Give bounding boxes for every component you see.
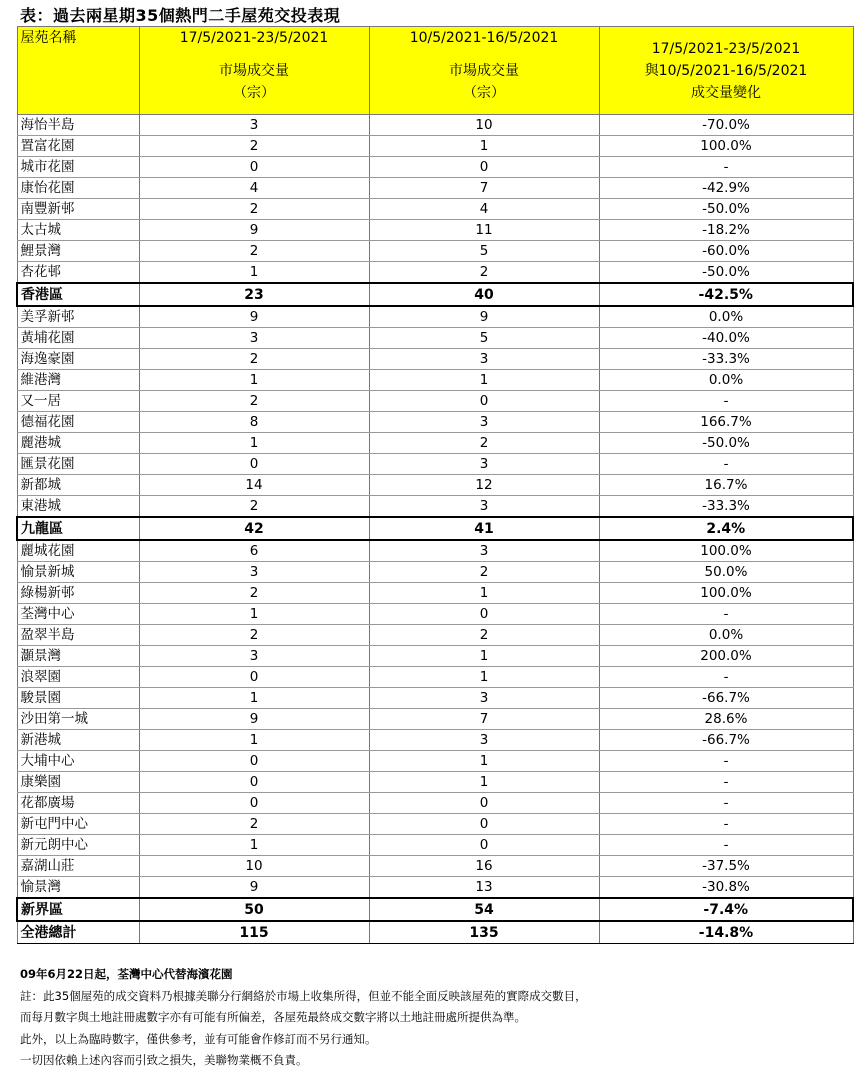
period2-volume-cell: 1 xyxy=(369,583,599,604)
table-row xyxy=(17,625,853,646)
period1-volume-cell: 2 xyxy=(139,625,369,646)
estate-name-cell: 荃灣中心 xyxy=(17,604,139,625)
header-period1-dates: 17/5/2021-23/5/2021 xyxy=(179,30,329,46)
table-row xyxy=(17,835,853,856)
estate-name-cell: 麗港城 xyxy=(17,433,139,454)
estate-name-cell: 新界區 xyxy=(17,898,139,921)
estate-name-cell: 康樂園 xyxy=(17,772,139,793)
estate-name-cell: 九龍區 xyxy=(17,517,139,540)
period1-volume-cell: 2 xyxy=(139,814,369,835)
district-subtotal-row xyxy=(17,517,853,540)
period2-volume-cell: 1 xyxy=(369,370,599,391)
period2-volume-cell: 9 xyxy=(369,306,599,328)
table-row xyxy=(17,540,853,562)
page-title: 表：過去兩星期35個熱門二手屋苑交投表現 xyxy=(20,6,341,25)
period2-volume-cell: 0 xyxy=(369,604,599,625)
estate-name-cell: 綠楊新邨 xyxy=(17,583,139,604)
table-row xyxy=(17,877,853,899)
period2-volume-cell: 1 xyxy=(369,667,599,688)
period1-volume-cell: 1 xyxy=(139,604,369,625)
estate-name-cell: 大埔中心 xyxy=(17,751,139,772)
table-row xyxy=(17,814,853,835)
period2-volume-cell: 2 xyxy=(369,562,599,583)
period1-volume-cell: 3 xyxy=(139,328,369,349)
header-period1-unit: （宗） xyxy=(233,85,275,101)
estate-name-cell: 全港總計 xyxy=(17,921,139,944)
period1-volume-cell: 3 xyxy=(139,562,369,583)
volume-change-cell: 0.0% xyxy=(599,625,853,646)
period2-volume-cell: 10 xyxy=(369,115,599,136)
estate-name-cell: 海怡半島 xyxy=(17,115,139,136)
period2-volume-cell: 3 xyxy=(369,496,599,518)
volume-change-cell: - xyxy=(599,772,853,793)
volume-change-cell: -42.9% xyxy=(599,178,853,199)
estate-name-cell: 新都城 xyxy=(17,475,139,496)
district-subtotal-row xyxy=(17,283,853,306)
volume-change-cell: - xyxy=(599,604,853,625)
period1-volume-cell: 9 xyxy=(139,220,369,241)
period2-volume-cell: 13 xyxy=(369,877,599,899)
grand-total-row xyxy=(17,921,853,944)
table-row xyxy=(17,306,853,328)
period1-volume-cell: 2 xyxy=(139,241,369,262)
period2-volume-cell: 54 xyxy=(369,898,599,921)
period2-volume-cell: 1 xyxy=(369,772,599,793)
period2-volume-cell: 12 xyxy=(369,475,599,496)
estate-name-cell: 麗城花園 xyxy=(17,540,139,562)
period1-volume-cell: 0 xyxy=(139,772,369,793)
volume-change-cell: 166.7% xyxy=(599,412,853,433)
volume-change-cell: 50.0% xyxy=(599,562,853,583)
volume-change-cell: -50.0% xyxy=(599,433,853,454)
period2-volume-cell: 3 xyxy=(369,349,599,370)
period2-volume-cell: 1 xyxy=(369,646,599,667)
period1-volume-cell: 8 xyxy=(139,412,369,433)
period2-volume-cell: 3 xyxy=(369,454,599,475)
estate-name-cell: 康怡花園 xyxy=(17,178,139,199)
estate-name-cell: 灝景灣 xyxy=(17,646,139,667)
table-row xyxy=(17,646,853,667)
header-change xyxy=(599,27,853,115)
table-row xyxy=(17,856,853,877)
period2-volume-cell: 4 xyxy=(369,199,599,220)
header-change-line2: 與10/5/2021-16/5/2021 xyxy=(644,62,808,79)
period1-volume-cell: 0 xyxy=(139,157,369,178)
estate-name-cell: 駿景園 xyxy=(17,688,139,709)
period2-volume-cell: 40 xyxy=(369,283,599,306)
header-estate-name: 屋苑名稱 xyxy=(17,27,139,115)
period2-volume-cell: 0 xyxy=(369,391,599,412)
table-row xyxy=(17,772,853,793)
volume-change-cell: -66.7% xyxy=(599,730,853,751)
period2-volume-cell: 5 xyxy=(369,328,599,349)
table-row xyxy=(17,136,853,157)
period2-volume-cell: 2 xyxy=(369,433,599,454)
estate-name-cell: 新港城 xyxy=(17,730,139,751)
estate-name-cell: 愉景新城 xyxy=(17,562,139,583)
period2-volume-cell: 41 xyxy=(369,517,599,540)
period1-volume-cell: 0 xyxy=(139,667,369,688)
estate-name-cell: 匯景花園 xyxy=(17,454,139,475)
volume-change-cell: - xyxy=(599,391,853,412)
period2-volume-cell: 7 xyxy=(369,178,599,199)
table-row xyxy=(17,751,853,772)
footnote-disclaimer-3: 此外，以上為臨時數字，僅供參考，並有可能會作修訂而不另行通知。 xyxy=(20,1031,377,1046)
volume-change-cell: - xyxy=(599,454,853,475)
volume-change-cell: -33.3% xyxy=(599,349,853,370)
estate-name-cell: 香港區 xyxy=(17,283,139,306)
period1-volume-cell: 9 xyxy=(139,306,369,328)
period2-volume-cell: 2 xyxy=(369,625,599,646)
volume-change-cell: 100.0% xyxy=(599,136,853,157)
period2-volume-cell: 16 xyxy=(369,856,599,877)
table-row xyxy=(17,391,853,412)
footnote-replacement: 09年6月22日起，荃灣中心代替海濱花園 xyxy=(20,967,233,981)
volume-change-cell: -30.8% xyxy=(599,877,853,899)
estate-name-cell: 黃埔花園 xyxy=(17,328,139,349)
volume-change-cell: -42.5% xyxy=(599,283,853,306)
period1-volume-cell: 3 xyxy=(139,646,369,667)
table-row xyxy=(17,262,853,284)
estate-name-cell: 德福花園 xyxy=(17,412,139,433)
period2-volume-cell: 3 xyxy=(369,688,599,709)
period1-volume-cell: 1 xyxy=(139,370,369,391)
estate-name-cell: 新元朗中心 xyxy=(17,835,139,856)
estate-name-cell: 置富花園 xyxy=(17,136,139,157)
period1-volume-cell: 23 xyxy=(139,283,369,306)
estate-name-cell: 鯉景灣 xyxy=(17,241,139,262)
header-period2-volume: 市場成交量 xyxy=(449,63,519,79)
table-row xyxy=(17,433,853,454)
period1-volume-cell: 1 xyxy=(139,262,369,284)
period1-volume-cell: 2 xyxy=(139,496,369,518)
volume-change-cell: -40.0% xyxy=(599,328,853,349)
footnote-disclaimer-4: 一切因依賴上述內容而引致之損失，美聯物業概不負責。 xyxy=(20,1053,308,1067)
header-period2-dates: 10/5/2021-16/5/2021 xyxy=(409,30,559,46)
table-row xyxy=(17,496,853,518)
period2-volume-cell: 1 xyxy=(369,751,599,772)
estate-name-cell: 杏花邨 xyxy=(17,262,139,284)
volume-change-cell: - xyxy=(599,157,853,178)
period1-volume-cell: 1 xyxy=(139,688,369,709)
period1-volume-cell: 1 xyxy=(139,835,369,856)
estate-name-cell: 盈翠半島 xyxy=(17,625,139,646)
volume-change-cell: - xyxy=(599,667,853,688)
period1-volume-cell: 9 xyxy=(139,709,369,730)
period1-volume-cell: 2 xyxy=(139,391,369,412)
table-row xyxy=(17,349,853,370)
volume-change-cell: - xyxy=(599,793,853,814)
period1-volume-cell: 42 xyxy=(139,517,369,540)
period1-volume-cell: 2 xyxy=(139,199,369,220)
table-row xyxy=(17,454,853,475)
period1-volume-cell: 1 xyxy=(139,730,369,751)
estate-name-cell: 維港灣 xyxy=(17,370,139,391)
footnote-disclaimer-2: 而每月數字與土地註冊處數字亦有可能有所偏差，各屋苑最終成交數字將以土地註冊處所提供為準。 xyxy=(20,1010,526,1024)
period2-volume-cell: 2 xyxy=(369,262,599,284)
footnotes xyxy=(20,964,587,1072)
period2-volume-cell: 1 xyxy=(369,136,599,157)
volume-change-cell: -50.0% xyxy=(599,262,853,284)
period1-volume-cell: 0 xyxy=(139,454,369,475)
volume-change-cell: -14.8% xyxy=(599,921,853,944)
volume-change-cell: -33.3% xyxy=(599,496,853,518)
estate-name-cell: 浪翠園 xyxy=(17,667,139,688)
table-row xyxy=(17,793,853,814)
period2-volume-cell: 3 xyxy=(369,412,599,433)
period1-volume-cell: 3 xyxy=(139,115,369,136)
period2-volume-cell: 135 xyxy=(369,921,599,944)
header-change-line1: 17/5/2021-23/5/2021 xyxy=(651,40,801,57)
period1-volume-cell: 14 xyxy=(139,475,369,496)
volume-change-cell: -18.2% xyxy=(599,220,853,241)
period2-volume-cell: 11 xyxy=(369,220,599,241)
volume-change-cell: 200.0% xyxy=(599,646,853,667)
estate-name-cell: 美孚新邨 xyxy=(17,306,139,328)
estate-name-cell: 嘉湖山莊 xyxy=(17,856,139,877)
volume-change-cell: - xyxy=(599,835,853,856)
period1-volume-cell: 115 xyxy=(139,921,369,944)
district-subtotal-row xyxy=(17,898,853,921)
table-row xyxy=(17,370,853,391)
period1-volume-cell: 4 xyxy=(139,178,369,199)
volume-change-cell: 16.7% xyxy=(599,475,853,496)
period1-volume-cell: 0 xyxy=(139,793,369,814)
volume-change-cell: -37.5% xyxy=(599,856,853,877)
period1-volume-cell: 2 xyxy=(139,349,369,370)
estate-name-cell: 南豐新邨 xyxy=(17,199,139,220)
estate-name-cell: 又一居 xyxy=(17,391,139,412)
period2-volume-cell: 7 xyxy=(369,709,599,730)
table-row xyxy=(17,475,853,496)
volume-change-cell: 0.0% xyxy=(599,370,853,391)
estate-name-cell: 花都廣場 xyxy=(17,793,139,814)
table-row xyxy=(17,730,853,751)
estate-name-cell: 新屯門中心 xyxy=(17,814,139,835)
volume-change-cell: - xyxy=(599,814,853,835)
period2-volume-cell: 0 xyxy=(369,814,599,835)
volume-change-cell: -60.0% xyxy=(599,241,853,262)
table-row xyxy=(17,688,853,709)
period2-volume-cell: 3 xyxy=(369,730,599,751)
table-body xyxy=(17,115,853,944)
estate-name-cell: 海逸豪園 xyxy=(17,349,139,370)
period1-volume-cell: 9 xyxy=(139,877,369,899)
estate-name-cell: 沙田第一城 xyxy=(17,709,139,730)
table-row xyxy=(17,562,853,583)
estate-name-cell: 愉景灣 xyxy=(17,877,139,899)
period2-volume-cell: 3 xyxy=(369,540,599,562)
table-header-row xyxy=(17,27,853,115)
header-period2-unit: （宗） xyxy=(463,85,505,101)
estate-name-cell: 太古城 xyxy=(17,220,139,241)
table-row xyxy=(17,220,853,241)
volume-change-cell: - xyxy=(599,751,853,772)
footnote-disclaimer-1: 註：此35個屋苑的成交資料乃根據美聯分行網絡於市場上收集所得，但並不能全面反映該屋苑的實際成交數目， xyxy=(20,988,587,1003)
period1-volume-cell: 0 xyxy=(139,751,369,772)
period2-volume-cell: 5 xyxy=(369,241,599,262)
table-row xyxy=(17,583,853,604)
volume-change-cell: 28.6% xyxy=(599,709,853,730)
transaction-table xyxy=(16,26,854,944)
period1-volume-cell: 6 xyxy=(139,540,369,562)
volume-change-cell: -66.7% xyxy=(599,688,853,709)
volume-change-cell: -70.0% xyxy=(599,115,853,136)
estate-name-cell: 東港城 xyxy=(17,496,139,518)
volume-change-cell: 100.0% xyxy=(599,583,853,604)
header-period1 xyxy=(139,27,369,115)
table-row xyxy=(17,241,853,262)
period1-volume-cell: 50 xyxy=(139,898,369,921)
table-row xyxy=(17,157,853,178)
header-change-line3: 成交量變化 xyxy=(691,84,761,101)
table-row xyxy=(17,709,853,730)
period2-volume-cell: 0 xyxy=(369,835,599,856)
period1-volume-cell: 2 xyxy=(139,136,369,157)
table-row xyxy=(17,604,853,625)
table-row xyxy=(17,328,853,349)
volume-change-cell: -7.4% xyxy=(599,898,853,921)
period1-volume-cell: 10 xyxy=(139,856,369,877)
volume-change-cell: 2.4% xyxy=(599,517,853,540)
volume-change-cell: 0.0% xyxy=(599,306,853,328)
table-row xyxy=(17,199,853,220)
header-period2 xyxy=(369,27,599,115)
table-row xyxy=(17,115,853,136)
table-row xyxy=(17,412,853,433)
table-row xyxy=(17,667,853,688)
volume-change-cell: 100.0% xyxy=(599,540,853,562)
estate-name-cell: 城市花園 xyxy=(17,157,139,178)
period2-volume-cell: 0 xyxy=(369,157,599,178)
period1-volume-cell: 2 xyxy=(139,583,369,604)
volume-change-cell: -50.0% xyxy=(599,199,853,220)
period2-volume-cell: 0 xyxy=(369,793,599,814)
table-row xyxy=(17,178,853,199)
header-period1-volume: 市場成交量 xyxy=(219,63,289,79)
period1-volume-cell: 1 xyxy=(139,433,369,454)
